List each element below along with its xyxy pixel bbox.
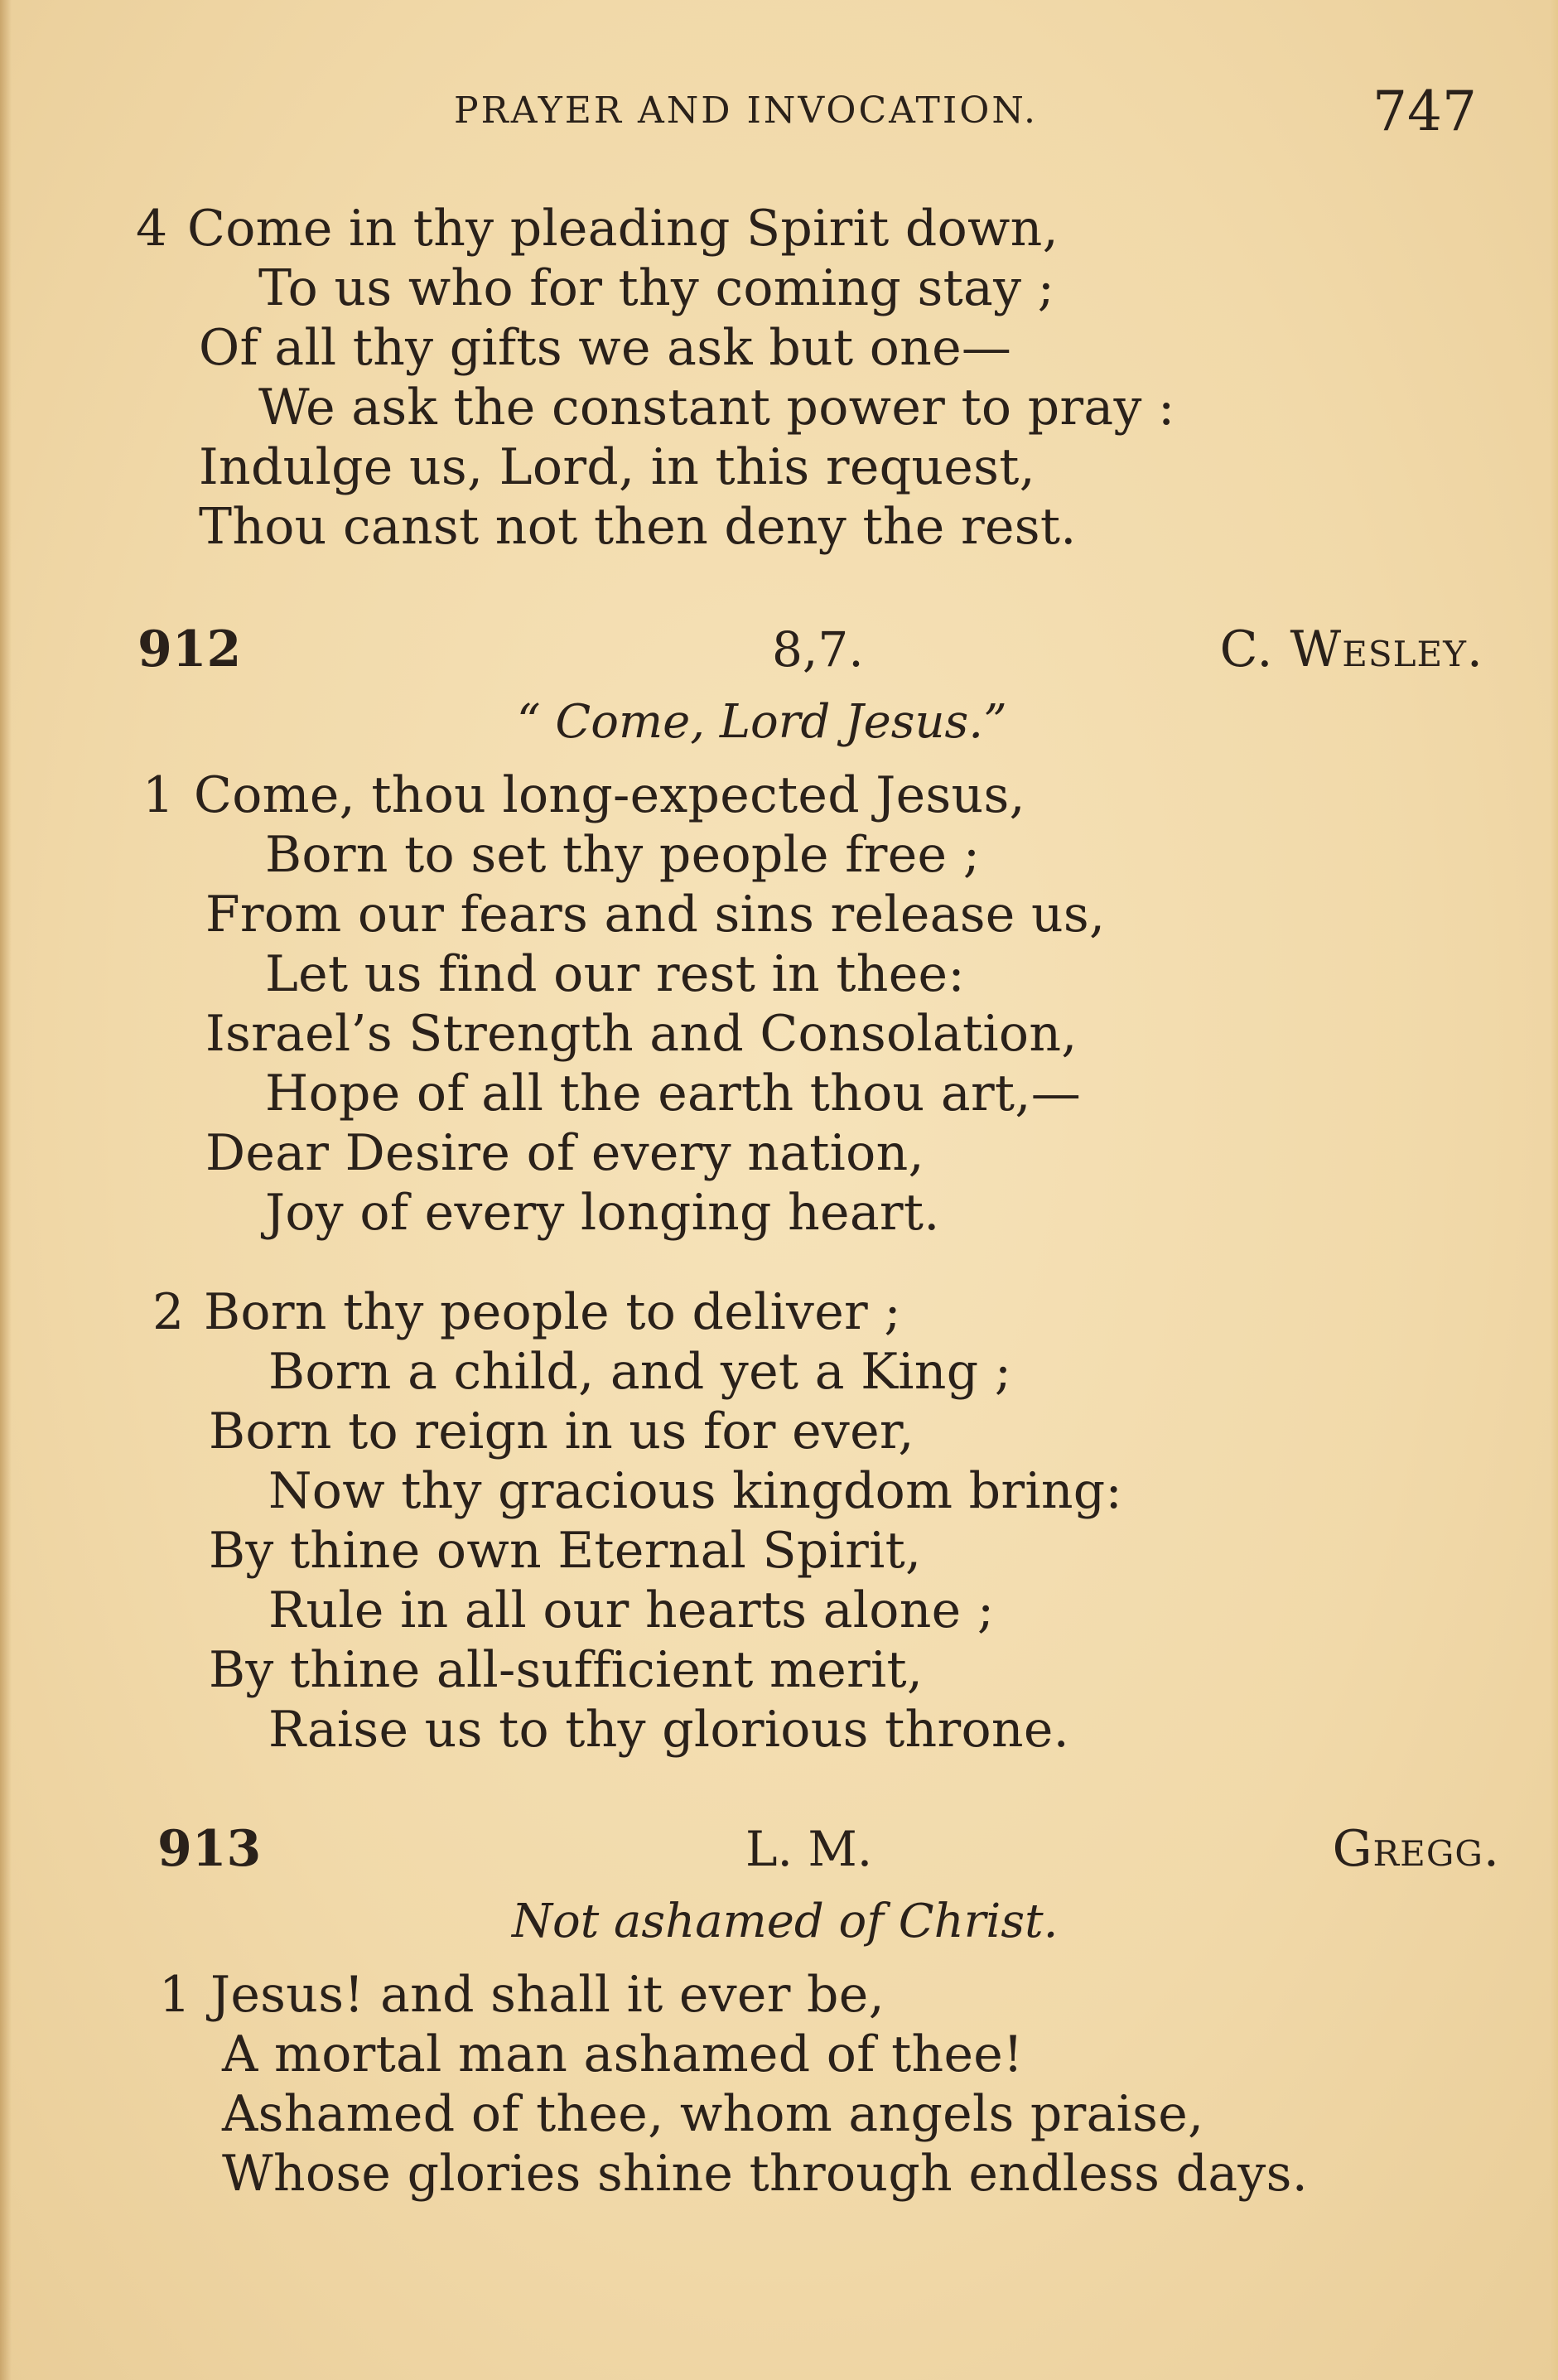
verse-line: Born to set thy people free ; bbox=[265, 826, 981, 884]
stanza-number: 4 bbox=[136, 200, 168, 258]
page-number: 747 bbox=[1372, 80, 1477, 143]
verse-line: Now thy gracious kingdom bring: bbox=[268, 1462, 1122, 1520]
page-edge-shadow-right bbox=[1550, 0, 1558, 2380]
hymn-heading bbox=[0, 620, 1558, 679]
verse-line: 1 Come, thou long-expected Jesus, bbox=[142, 766, 1025, 824]
verse-line: Thou canst not then deny the rest. bbox=[199, 498, 1077, 556]
verse-line: Let us find our rest in thee: bbox=[265, 945, 965, 1003]
verse-line: To us who for thy coming stay ; bbox=[258, 259, 1055, 317]
stanza-number: 1 bbox=[159, 1966, 191, 2024]
hymn-meter: L. M. bbox=[745, 1821, 873, 1877]
verse-line: Israel’s Strength and Consolation, bbox=[205, 1005, 1078, 1063]
hymn-number: 913 bbox=[157, 1820, 262, 1878]
hymn-meter: 8,7. bbox=[772, 621, 864, 678]
verse-line: By thine own Eternal Spirit, bbox=[209, 1522, 922, 1580]
verse-line: 4 Come in thy pleading Spirit down, bbox=[136, 200, 1059, 258]
verse-line: 2 Born thy people to deliver ; bbox=[152, 1283, 901, 1341]
verse-line: We ask the constant power to pray : bbox=[258, 379, 1175, 437]
hymn-title: “ Come, Lord Jesus.” bbox=[517, 695, 1007, 749]
stanza-number: 2 bbox=[152, 1283, 185, 1341]
verse-line: From our fears and sins release us, bbox=[205, 886, 1106, 944]
verse-line: Joy of every longing heart. bbox=[265, 1184, 940, 1242]
verse-line: Whose glories shine through endless days. bbox=[222, 2145, 1309, 2203]
hymn-heading bbox=[0, 1819, 1558, 1879]
verse-line: Hope of all the earth thou art,— bbox=[265, 1064, 1082, 1122]
hymn-number: 912 bbox=[137, 620, 242, 678]
page-header bbox=[0, 80, 1558, 143]
verse-line: A mortal man ashamed of thee! bbox=[222, 2025, 1024, 2083]
verse-line: Indulge us, Lord, in this request, bbox=[199, 438, 1035, 496]
running-head: PRAYER AND INVOCATION. bbox=[454, 89, 1039, 132]
page-edge-shadow-left bbox=[0, 0, 12, 2380]
verse-line: Rule in all our hearts alone ; bbox=[268, 1581, 995, 1639]
verse-line: Dear Desire of every nation, bbox=[205, 1124, 924, 1182]
stanza-number: 1 bbox=[142, 766, 175, 824]
verse-line: Ashamed of thee, whom angels praise, bbox=[222, 2085, 1204, 2143]
verse-line: By thine all-sufficient merit, bbox=[209, 1641, 924, 1699]
verse-line: Of all thy gifts we ask but one— bbox=[199, 319, 1012, 377]
hymn-author: C. Wesley. bbox=[1219, 620, 1483, 678]
hymn-title: Not ashamed of Christ. bbox=[512, 1895, 1059, 1948]
verse-line: Born a child, and yet a King ; bbox=[268, 1343, 1012, 1401]
verse-line: 1 Jesus! and shall it ever be, bbox=[159, 1966, 885, 2024]
verse-line: Born to reign in us for ever, bbox=[209, 1402, 914, 1460]
verse-line: Raise us to thy glorious throne. bbox=[268, 1701, 1070, 1759]
hymn-author: Gregg. bbox=[1332, 1820, 1500, 1878]
